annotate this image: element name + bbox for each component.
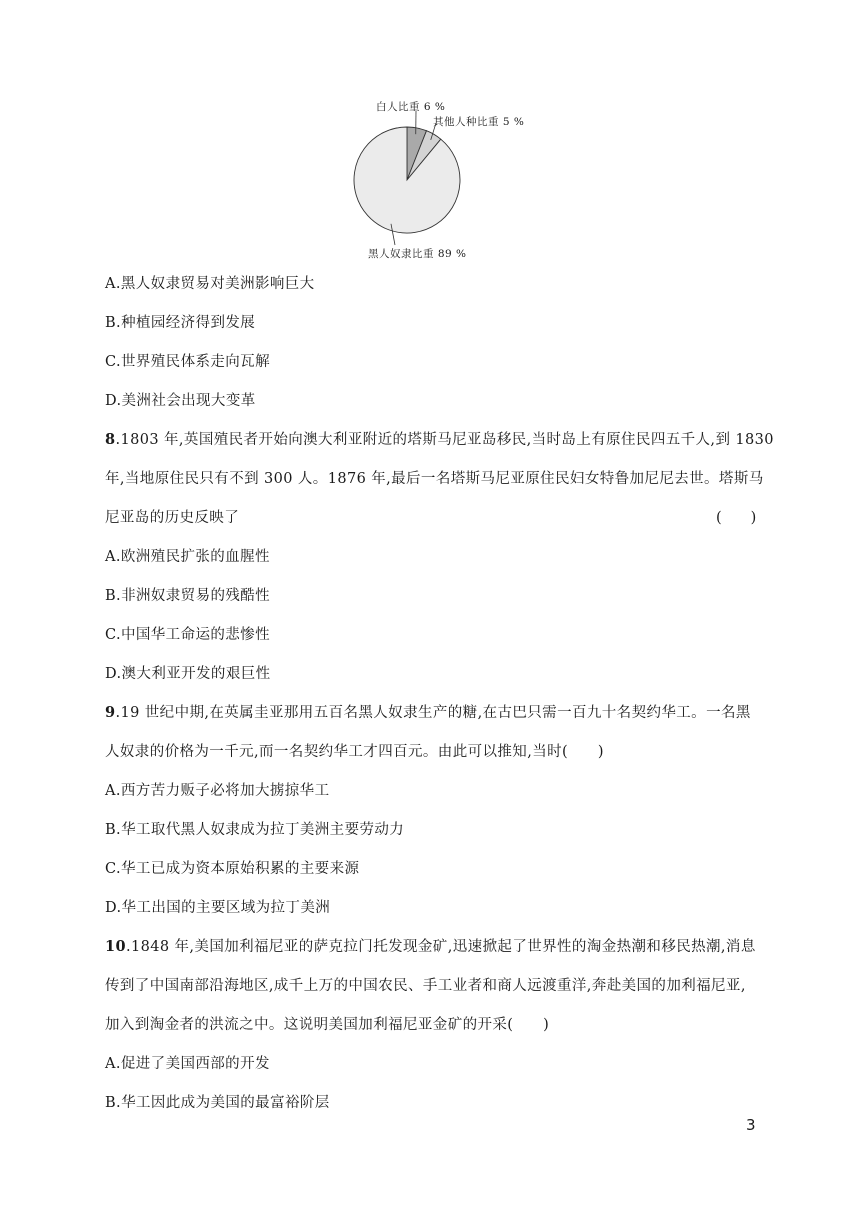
prev-option-c: C.世界殖民体系走向瓦解 [105, 354, 270, 370]
q10-text-1: .1848 年,美国加利福尼亚的萨克拉门托发现金矿,迅速掀起了世界性的淘金热潮和移民热潮,消息 [125, 939, 756, 955]
pie-label-black: 黑人奴隶比重 89 % [368, 248, 467, 260]
q8-line-3: 尼亚岛的历史反映了 [105, 510, 240, 526]
q9-number: 9 [105, 704, 116, 721]
pie-chart [340, 95, 540, 265]
pie-label-other: 其他人种比重 5 % [433, 116, 525, 128]
prev-option-a: A.黑人奴隶贸易对美洲影响巨大 [105, 276, 315, 292]
q8-number: 8 [105, 431, 116, 448]
q8-answer-blank: ( ) [716, 510, 757, 526]
q9-line-1 [105, 701, 751, 722]
pie-label-white: 白人比重 6 % [376, 101, 446, 113]
q10-option-b: B.华工因此成为美国的最富裕阶层 [105, 1095, 330, 1111]
pie-slice-black [354, 127, 460, 233]
q9-option-d: D.华工出国的主要区域为拉丁美洲 [105, 900, 331, 916]
q8-option-b: B.非洲奴隶贸易的残酷性 [105, 588, 271, 604]
q8-line-1 [105, 428, 774, 449]
q8-option-c: C.中国华工命运的悲惨性 [105, 627, 270, 643]
q10-line-3: 加入到淘金者的洪流之中。这说明美国加利福尼亚金矿的开采( ) [105, 1017, 550, 1033]
q9-option-a: A.西方苦力贩子必将加大掳掠华工 [105, 783, 330, 799]
q8-option-d: D.澳大利亚开发的艰巨性 [105, 666, 271, 682]
q10-line-2: 传到了中国南部沿海地区,成千上万的中国农民、手工业者和商人远渡重洋,奔赴美国的加利福尼亚, [105, 978, 746, 994]
page-number: 3 [746, 1116, 756, 1134]
q9-option-b: B.华工取代黑人奴隶成为拉丁美洲主要劳动力 [105, 822, 405, 838]
prev-option-b: B.种植园经济得到发展 [105, 315, 256, 331]
q8-line-2: 年,当地原住民只有不到 300 人。1876 年,最后一名塔斯马尼亚原住民妇女特鲁加尼尼去世。塔斯马 [105, 471, 764, 487]
q9-line-2: 人奴隶的价格为一千元,而一名契约华工才四百元。由此可以推知,当时( ) [105, 744, 604, 760]
q10-option-a: A.促进了美国西部的开发 [105, 1056, 270, 1072]
q10-line-1 [105, 935, 756, 956]
prev-option-d: D.美洲社会出现大变革 [105, 393, 256, 409]
q9-text-1: .19 世纪中期,在英属圭亚那用五百名黑人奴隶生产的糖,在古巴只需一百九十名契约华工。一名黑 [115, 705, 751, 721]
q10-number: 10 [105, 938, 126, 955]
q9-option-c: C.华工已成为资本原始积累的主要来源 [105, 861, 360, 877]
q8-text-1: .1803 年,英国殖民者开始向澳大利亚附近的塔斯马尼亚岛移民,当时岛上有原住民四五千人,到 1830 [115, 432, 774, 448]
q8-option-a: A.欧洲殖民扩张的血腥性 [105, 549, 270, 565]
